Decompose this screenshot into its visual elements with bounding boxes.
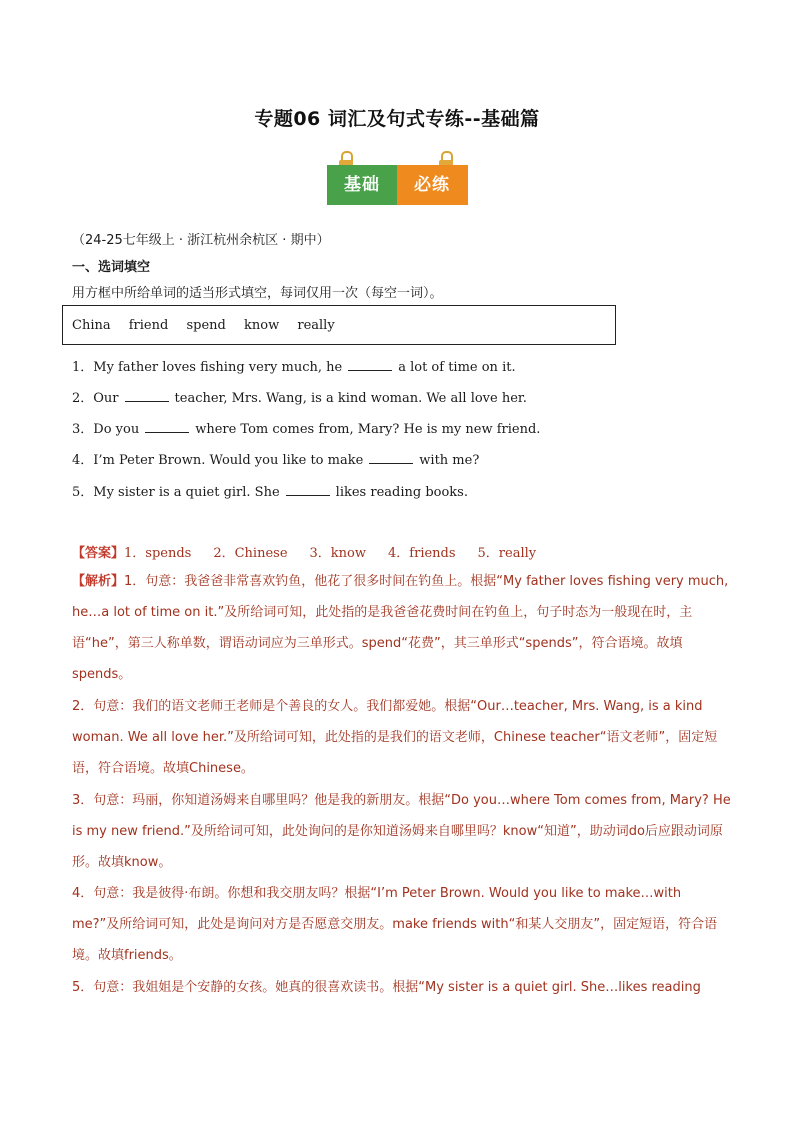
badge-left-label: 基础 — [344, 175, 380, 195]
explanation-paragraph: 4．句意：我是彼得·布朗。你想和我交朋友吗？根据“I’m Peter Brown. Would you like to make…with me?”及所给词可知，此处是询问对方是否愿意交朋友。make friends with“和某人交朋友”，固定短语，符合语境。故填friends。 — [72, 886, 718, 963]
word-item: spend — [186, 318, 226, 333]
explanation-paragraph: 【解析】1．句意：我爸爸非常喜欢钓鱼，他花了很多时间在钓鱼上。根据“My father loves fishing very much, he…a lot of time on it.”及所给词可知，此处指的是我爸爸花费时间在钓鱼上，句子时态为一般现在时，主语“he”，第三人称单数，谓语动词应为三单形式。spend“花费”，其三单形式“spends”，符合语境。故填spends。 — [72, 574, 729, 682]
word-item: know — [244, 318, 280, 333]
answer-item: 4．friends — [388, 546, 456, 561]
answer-item: 3．know — [309, 546, 367, 561]
question-4: 4．I’m Peter Brown. Would you like to make with me? — [72, 453, 480, 468]
question-5: 5．My sister is a quiet girl. She likes reading books. — [72, 485, 468, 500]
explanation-paragraph: 2．句意：我们的语文老师王老师是个善良的女人。我们都爱她。根据“Our…teacher, Mrs. Wang, is a kind woman. We all love her.”及所给词可知，此处指的是我们的语文老师，Chinese teacher“语文老师”，固定短语，符合语境。故填Chinese。 — [72, 699, 718, 776]
badge-banner — [327, 151, 468, 205]
explanation-paragraph: 5．句意：我姐姐是个安静的女孩。她真的很喜欢读书。根据“My sister is a quiet girl. She…likes reading — [72, 980, 701, 995]
answer-item: 1．spends — [124, 546, 192, 561]
answer-line — [72, 542, 558, 561]
page-title: 专题06 词汇及句式专练--基础篇 — [254, 108, 540, 130]
word-box — [62, 305, 616, 345]
badge-right-label: 必练 — [414, 175, 450, 195]
answer-blank[interactable] — [286, 484, 330, 496]
answer-blank[interactable] — [369, 452, 413, 464]
explanation-label: 【解析】 — [72, 574, 125, 589]
section-heading: 一、选词填空 — [72, 260, 151, 275]
question-3: 3．Do you where Tom comes from, Mary? He is my new friend. — [72, 422, 541, 437]
answer-label: 【答案】 — [72, 546, 125, 561]
explanation-paragraph: 3．句意：玛丽，你知道汤姆来自哪里吗？他是我的新朋友。根据“Do you…where Tom comes from, Mary? He is my new friend.”及所给词可知，此处询问的是你知道汤姆来自哪里吗？know“知道”，助动词do后应跟动词原形。故填know。 — [72, 793, 731, 870]
answer-item: 2．Chinese — [213, 546, 288, 561]
word-item: friend — [128, 318, 169, 333]
instruction: 用方框中所给单词的适当形式填空，每词仅用一次（每空一词）。 — [72, 286, 443, 301]
answer-blank[interactable] — [125, 390, 169, 402]
word-item: really — [297, 318, 335, 333]
answer-item: 5．really — [477, 546, 537, 561]
word-item: China — [72, 318, 111, 333]
source-note: （24-25七年级上 · 浙江杭州余杭区 · 期中） — [72, 233, 330, 248]
question-2: 2．Our teacher, Mrs. Wang, is a kind woman. We all love her. — [72, 391, 527, 406]
question-1: 1．My father loves fishing very much, he a lot of time on it. — [72, 360, 516, 375]
answer-blank[interactable] — [348, 359, 392, 371]
answer-blank[interactable] — [145, 421, 189, 433]
